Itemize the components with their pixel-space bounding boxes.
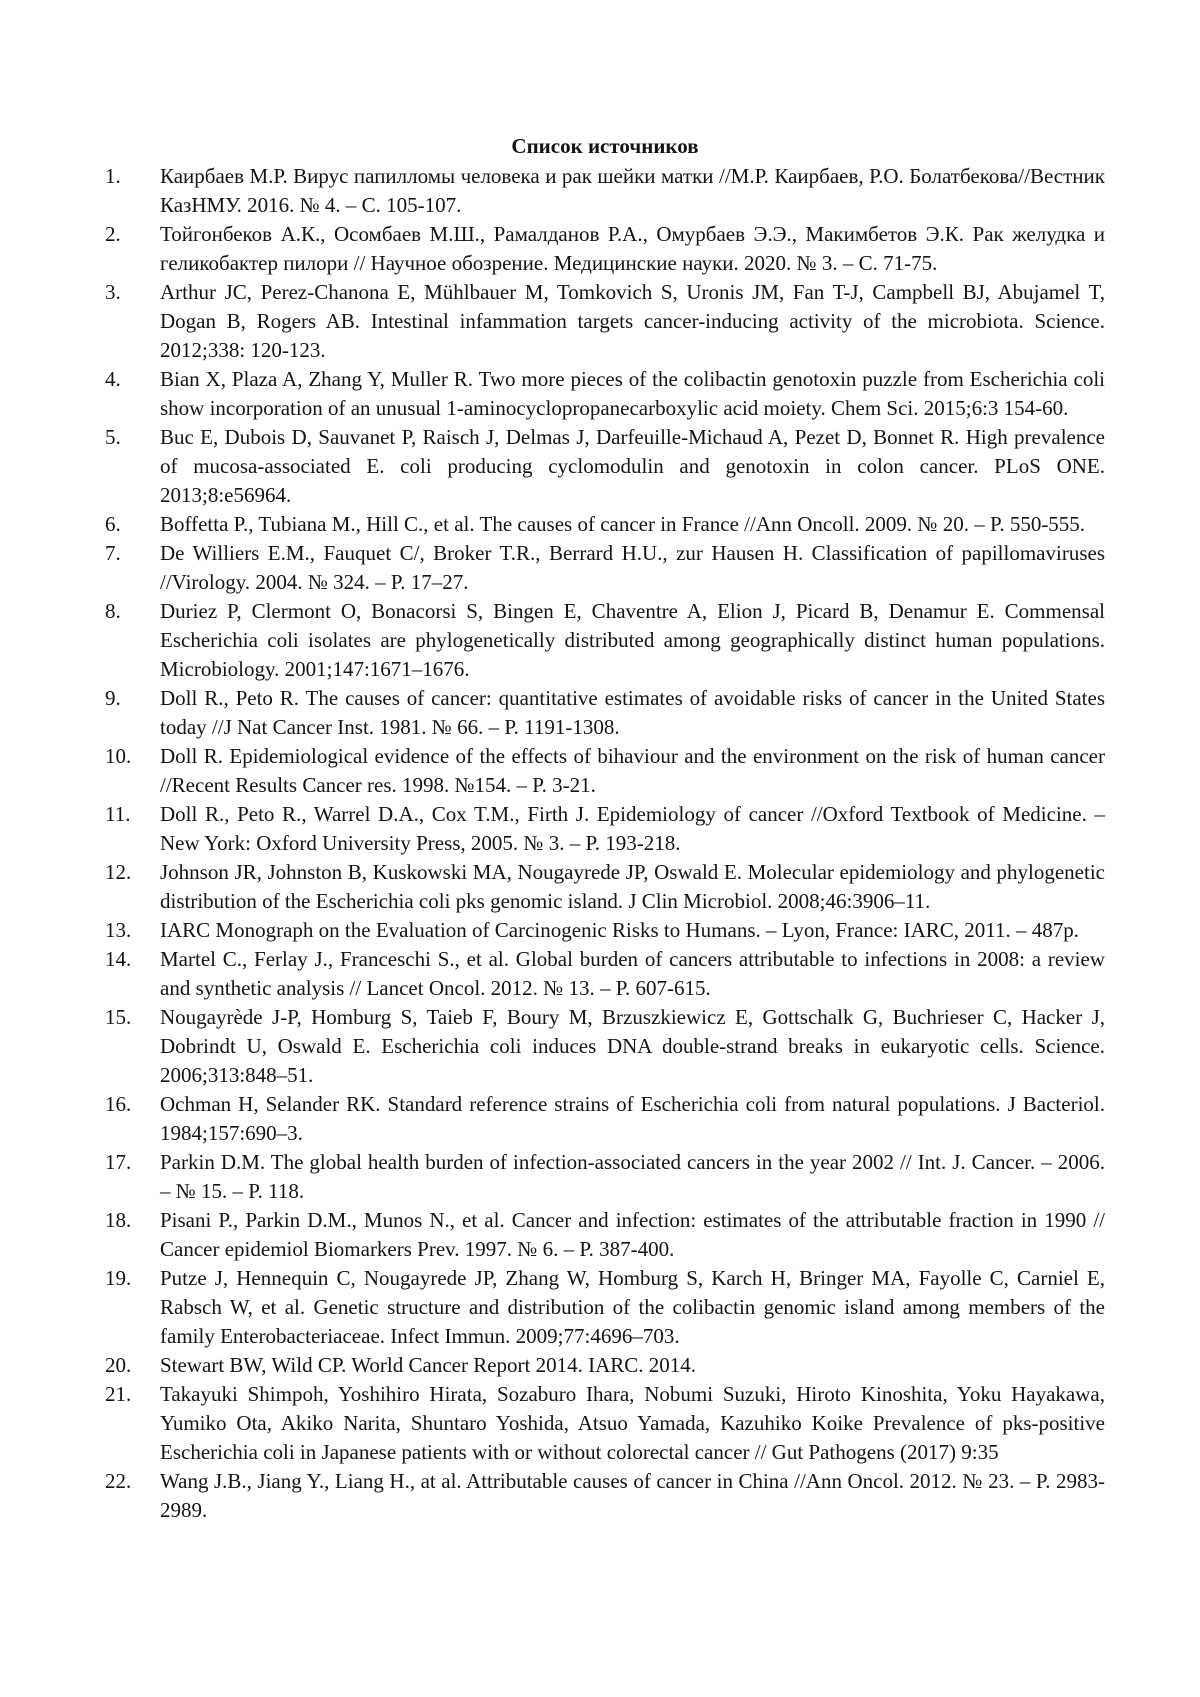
reference-number: 17. [105, 1150, 132, 1174]
reference-number: 11. [105, 802, 131, 826]
reference-text: Buc E, Dubois D, Sauvanet P, Raisch J, Delmas J, Darfeuille-Michaud A, Pezet D, Bonnet R. High prevalence of mucosa-associated E. coli producing cyclomodulin and genotoxin in colon cancer. PLoS ONE. 2013;8:e56964. [160, 425, 1105, 507]
reference-text: Doll R., Peto R., Warrel D.A., Cox T.M., Firth J. Epidemiology of cancer //Oxford Textbook of Medicine. – New York: Oxford University Press, 2005. № 3. – P. 193-218. [160, 802, 1105, 855]
reference-text: Putze J, Hennequin C, Nougayrede JP, Zhang W, Homburg S, Karch H, Bringer MA, Fayolle C, Carniel E, Rabsch W, et al. Genetic structure and distribution of the colibactin genomic island among members of the family Enterobacteriaceae. Infect Immun. 2009;77:4696–703. [160, 1266, 1105, 1348]
reference-text: Тойгонбеков А.К., Осомбаев М.Ш., Рамалданов Р.А., Омурбаев Э.Э., Макимбетов Э.К. Рак желудка и геликобактер пилори // Научное обозрение. Медицинские науки. 2020. № 3. – С. 71-75. [160, 222, 1105, 275]
reference-text: Parkin D.M. The global health burden of infection-associated cancers in the year 2002 // Int. J. Cancer. – 2006. – № 15. – P. 118. [160, 1150, 1105, 1203]
reference-text: Ochman H, Selander RK. Standard reference strains of Escherichia coli from natural populations. J Bacteriol. 1984;157:690–3. [160, 1092, 1105, 1145]
reference-item [105, 945, 1105, 1003]
reference-text: Stewart BW, Wild CP. World Cancer Report 2014. IARC. 2014. [160, 1353, 697, 1377]
reference-item [105, 1380, 1105, 1467]
reference-number: 16. [105, 1092, 132, 1116]
reference-item [105, 1467, 1105, 1525]
reference-number: 15. [105, 1005, 132, 1029]
reference-item [105, 858, 1105, 916]
reference-list [105, 162, 1105, 1525]
reference-text: Каирбаев М.Р. Вирус папилломы человека и рак шейки матки //М.Р. Каирбаев, Р.О. Болатбекова//Вестник КазНМУ. 2016. № 4. – С. 105-107. [160, 164, 1105, 217]
reference-item [105, 800, 1105, 858]
reference-number: 2. [105, 222, 121, 246]
reference-item [105, 1264, 1105, 1351]
reference-number: 5. [105, 425, 121, 449]
reference-text: Martel C., Ferlay J., Franceschi S., et al. Global burden of cancers attributable to infections in 2008: a review and synthetic analysis // Lancet Oncol. 2012. № 13. – P. 607-615. [160, 947, 1105, 1000]
reference-number: 14. [105, 947, 132, 971]
reference-text: De Williers E.M., Fauquet C/, Broker T.R., Berrard H.U., zur Hausen H. Classification of papillomaviruses //Virology. 2004. № 324. – P. 17–27. [160, 541, 1105, 594]
reference-item [105, 1148, 1105, 1206]
reference-number: 8. [105, 599, 121, 623]
reference-item [105, 278, 1105, 365]
reference-text: Doll R. Epidemiological evidence of the effects of bihaviour and the environment on the risk of human cancer //Recent Results Cancer res. 1998. №154. – P. 3-21. [160, 744, 1105, 797]
reference-item [105, 916, 1105, 945]
reference-number: 13. [105, 918, 132, 942]
reference-text: Nougayrède J-P, Homburg S, Taieb F, Boury M, Brzuszkiewicz E, Gottschalk G, Buchrieser C, Hacker J, Dobrindt U, Oswald E. Escherichia coli induces DNA double-strand breaks in eukaryotic cells. Science. 2006;313:848–51. [160, 1005, 1105, 1087]
reference-number: 9. [105, 686, 121, 710]
reference-item [105, 365, 1105, 423]
reference-number: 3. [105, 280, 121, 304]
reference-number: 10. [105, 744, 132, 768]
reference-item [105, 1351, 1105, 1380]
reference-text: Wang J.B., Jiang Y., Liang H., at al. Attributable causes of cancer in China //Ann Oncol. 2012. № 23. – P. 2983-2989. [160, 1469, 1105, 1522]
reference-number: 12. [105, 860, 132, 884]
reference-item [105, 742, 1105, 800]
reference-item [105, 510, 1105, 539]
page-title: Список источников [511, 134, 699, 158]
reference-number: 18. [105, 1208, 132, 1232]
reference-text: IARC Monograph on the Evaluation of Carcinogenic Risks to Humans. – Lyon, France: IARC, 2011. – 487p. [160, 918, 1080, 942]
reference-item [105, 162, 1105, 220]
reference-number: 19. [105, 1266, 132, 1290]
reference-item [105, 1090, 1105, 1148]
reference-number: 20. [105, 1353, 132, 1377]
reference-number: 4. [105, 367, 121, 391]
reference-number: 1. [105, 164, 121, 188]
reference-text: Duriez P, Clermont O, Bonacorsi S, Bingen E, Chaventre A, Elion J, Picard B, Denamur E. Commensal Escherichia coli isolates are phylogenetically distributed among geographically distinct human populations. Microbiology. 2001;147:1671–1676. [160, 599, 1105, 681]
reference-number: 6. [105, 512, 121, 536]
reference-text: Takayuki Shimpoh, Yoshihiro Hirata, Sozaburo Ihara, Nobumi Suzuki, Hiroto Kinoshita, Yoku Hayakawa, Yumiko Ota, Akiko Narita, Shuntaro Yoshida, Atsuo Yamada, Kazuhiko Koike Prevalence of pks-positive Escherichia coli in Japanese patients with or without colorectal cancer // Gut Pathogens (2017) 9:35 [160, 1382, 1105, 1464]
reference-item [105, 684, 1105, 742]
reference-item [105, 1003, 1105, 1090]
reference-number: 22. [105, 1469, 132, 1493]
reference-text: Bian X, Plaza A, Zhang Y, Muller R. Two more pieces of the colibactin genotoxin puzzle from Escherichia coli show incorporation of an unusual 1-aminocyclopropanecarboxylic acid moiety. Chem Sci. 2015;6:3 154-60. [160, 367, 1105, 420]
reference-text: Doll R., Peto R. The causes of cancer: quantitative estimates of avoidable risks of cancer in the United States today //J Nat Cancer Inst. 1981. № 66. – P. 1191-1308. [160, 686, 1105, 739]
reference-item [105, 423, 1105, 510]
reference-number: 7. [105, 541, 121, 565]
reference-item [105, 597, 1105, 684]
reference-number: 21. [105, 1382, 132, 1406]
reference-text: Johnson JR, Johnston B, Kuskowski MA, Nougayrede JP, Oswald E. Molecular epidemiology and phylogenetic distribution of the Escherichia coli pks genomic island. J Clin Microbiol. 2008;46:3906–11. [160, 860, 1105, 913]
reference-text: Arthur JC, Perez-Chanona E, Mühlbauer M, Tomkovich S, Uronis JM, Fan T-J, Campbell BJ, Abujamel T, Dogan B, Rogers AB. Intestinal infammation targets cancer-inducing activity of the microbiota. Science. 2012;338: 120-123. [160, 280, 1105, 362]
reference-text: Pisani P., Parkin D.M., Munos N., et al. Cancer and infection: estimates of the attributable fraction in 1990 // Cancer epidemiol Biomarkers Prev. 1997. № 6. – P. 387-400. [160, 1208, 1105, 1261]
reference-item [105, 1206, 1105, 1264]
reference-item [105, 220, 1105, 278]
reference-item [105, 539, 1105, 597]
reference-text: Boffetta P., Tubiana M., Hill C., et al. The causes of cancer in France //Ann Oncoll. 2009. № 20. – P. 550-555. [160, 512, 1086, 536]
